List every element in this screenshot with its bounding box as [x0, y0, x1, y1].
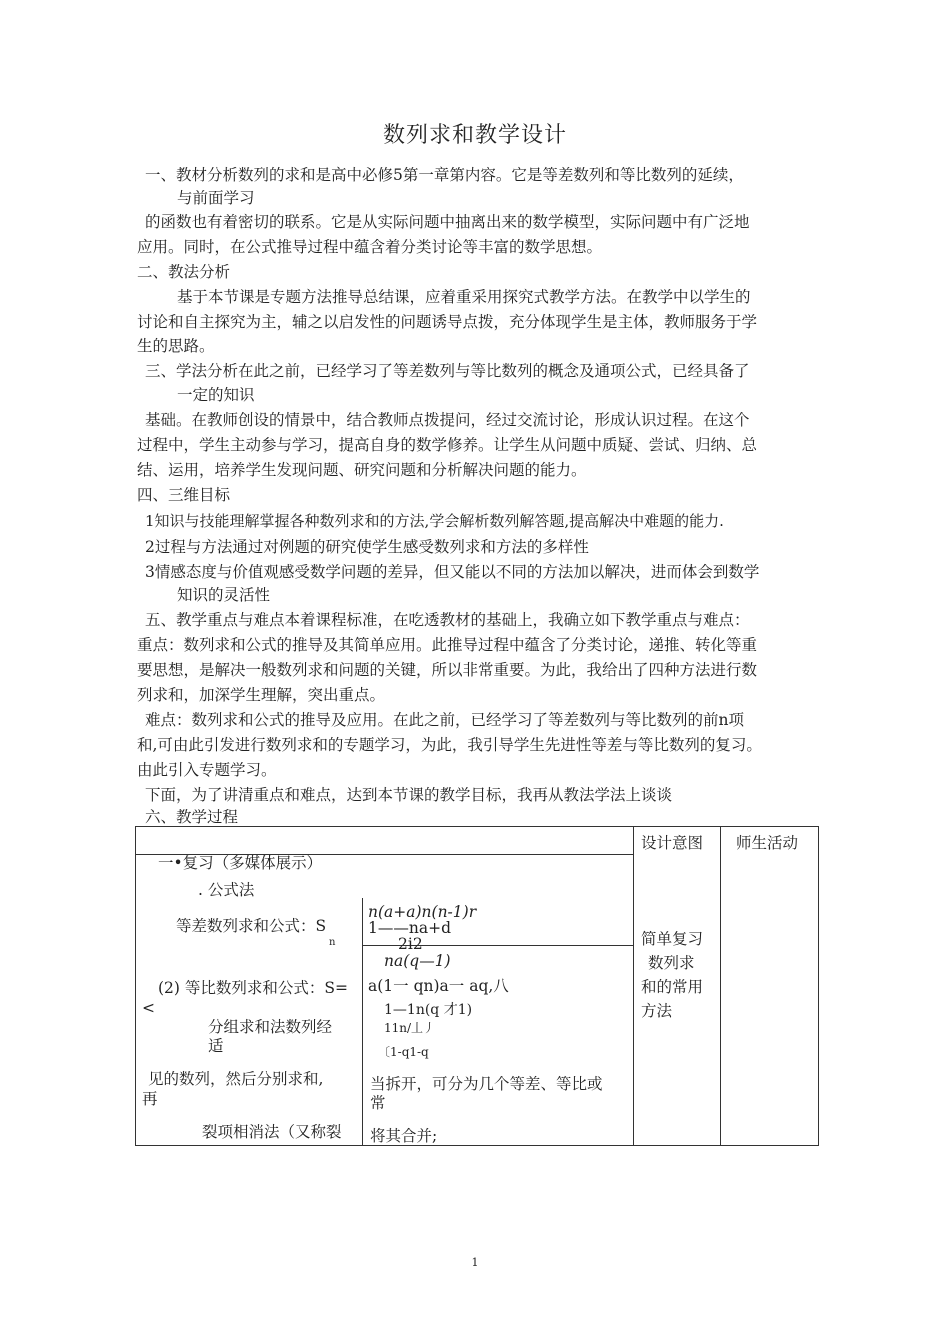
paragraph: 要思想，是解决一般数列求和问题的关键，所以非常重要。为此，我给出了四种方法进行数	[137, 661, 758, 679]
table-divider	[633, 827, 634, 1145]
group-method-line3: 见的数列，然后分别求和,	[148, 1070, 324, 1088]
paragraph: 生的思路。	[137, 337, 215, 355]
page-title: 数列求和教学设计	[382, 123, 567, 148]
design-intent-line2: 数列求	[648, 954, 695, 972]
paragraph: 基于本节课是专题方法推导总结课，应着重采用探究式教学方法。在教学中以学生的	[177, 288, 751, 306]
paragraph: 与前面学习	[177, 189, 255, 207]
design-intent-line1: 简单复习	[641, 930, 704, 948]
paragraph: 2过程与方法通过对例题的研究使学生感受数列求和方法的多样性	[145, 538, 589, 556]
table-divider	[720, 827, 721, 1145]
paragraph: 列求和，加深学生理解，突出重点。	[137, 686, 386, 704]
section-heading: 四、三维目标	[137, 486, 231, 504]
arith-formula-line1: n(a+a)n(n-1)r	[368, 903, 477, 921]
paragraph: 一定的知识	[177, 386, 255, 404]
geo-brace: <	[142, 999, 155, 1017]
arith-formula-line2: 1——na+d	[368, 919, 451, 937]
group-method-line2: 适	[208, 1037, 224, 1055]
group-method-right2: 常	[370, 1094, 386, 1112]
section-heading: 二、教法分析	[137, 263, 231, 281]
paragraph: 基础。在教师创设的情景中，结合教师点拨提问，经过交流讨论，形成认识过程。在这个	[145, 411, 750, 429]
paragraph: 结、运用，培养学生发现问题、研究问题和分析解决问题的能力。	[137, 461, 587, 479]
column-header-activity: 师生活动	[736, 834, 799, 852]
review-heading: 一•复习（多媒体展示）	[158, 854, 323, 872]
table-divider	[362, 898, 363, 1145]
arith-formula-label: 等差数列求和公式：S	[176, 917, 327, 935]
split-method-right: 将其合并;	[370, 1127, 438, 1145]
paragraph: 1知识与技能理解掌握各种数列求和的方法,学会解析数列解答题,提高解决中难题的能力.	[145, 512, 724, 530]
arith-formula-line3: 2i2	[398, 935, 423, 953]
paragraph: 和,可由此引发进行数列求和的专题学习，为此，我引导学生先进性等差与等比数列的复习。	[137, 736, 762, 754]
group-method-line1: 分组求和法数列经	[208, 1018, 333, 1036]
paragraph: 一、教材分析数列的求和是高中必修5第一章第内容。它是等差数列和等比数列的延续，	[145, 166, 744, 184]
paragraph: 由此引入专题学习。	[137, 761, 277, 779]
geo-formula-line2: 1—1n(q 才1)	[384, 1002, 473, 1018]
paragraph: 下面，为了讲清重点和难点，达到本节课的教学目标，我再从教法学法上谈谈	[145, 786, 673, 804]
paragraph: 3情感态度与价值观感受数学问题的差异，但又能以不同的方法加以解决，进而体会到数学	[145, 563, 760, 581]
design-intent-line3: 和的常用	[641, 978, 704, 996]
section-heading: 六、教学过程	[145, 808, 239, 826]
arith-subscript: n	[329, 937, 336, 948]
column-header-design: 设计意图	[641, 834, 704, 852]
geo-formula-label: (2) 等比数列求和公式：S=	[158, 979, 348, 997]
paragraph: 三、学法分析在此之前，已经学习了等差数列与等比数列的概念及通项公式，已经具备了	[145, 362, 750, 380]
split-method-left: 裂项相消法（又称裂	[202, 1123, 342, 1141]
paragraph: 的函数也有着密切的联系。它是从实际问题中抽离出来的数学模型，实际问题中有广泛地	[145, 213, 750, 231]
page-number: 1	[471, 1256, 479, 1269]
design-intent-line4: 方法	[641, 1002, 673, 1020]
paragraph: 讨论和自主探究为主，辅之以启发性的问题诱导点拨，充分体现学生是主体，教师服务于学	[137, 313, 758, 331]
group-method-line4: 再	[142, 1090, 158, 1108]
paragraph: 五、教学重点与难点本着课程标准，在吃透教材的基础上，我确立如下教学重点与难点：	[145, 611, 750, 629]
paragraph: 应用。同时，在公式推导过程中蕴含着分类讨论等丰富的数学思想。	[137, 238, 603, 256]
geo-formula-line3: 11n/丄丿	[384, 1021, 436, 1035]
teaching-process-table	[135, 826, 819, 1146]
geo-formula-line0: na(q—1)	[384, 952, 451, 970]
formula-method-label: . 公式法	[198, 881, 255, 899]
paragraph: 过程中，学生主动参与学习，提高自身的数学修养。让学生从问题中质疑、尝试、归纳、总	[137, 436, 758, 454]
geo-formula-line4: 〔1-q1-q	[378, 1045, 429, 1059]
paragraph: 难点：数列求和公式的推导及应用。在此之前，已经学习了等差数列与等比数列的前n项	[145, 711, 744, 729]
geo-formula-line1: a(1一 qn)a一 aq,八	[368, 977, 509, 995]
paragraph: 重点：数列求和公式的推导及其简单应用。此推导过程中蕴含了分类讨论，递推、转化等重	[137, 636, 758, 654]
paragraph: 知识的灵活性	[177, 586, 271, 604]
group-method-right1: 当拆开，可分为几个等差、等比或	[370, 1075, 603, 1093]
